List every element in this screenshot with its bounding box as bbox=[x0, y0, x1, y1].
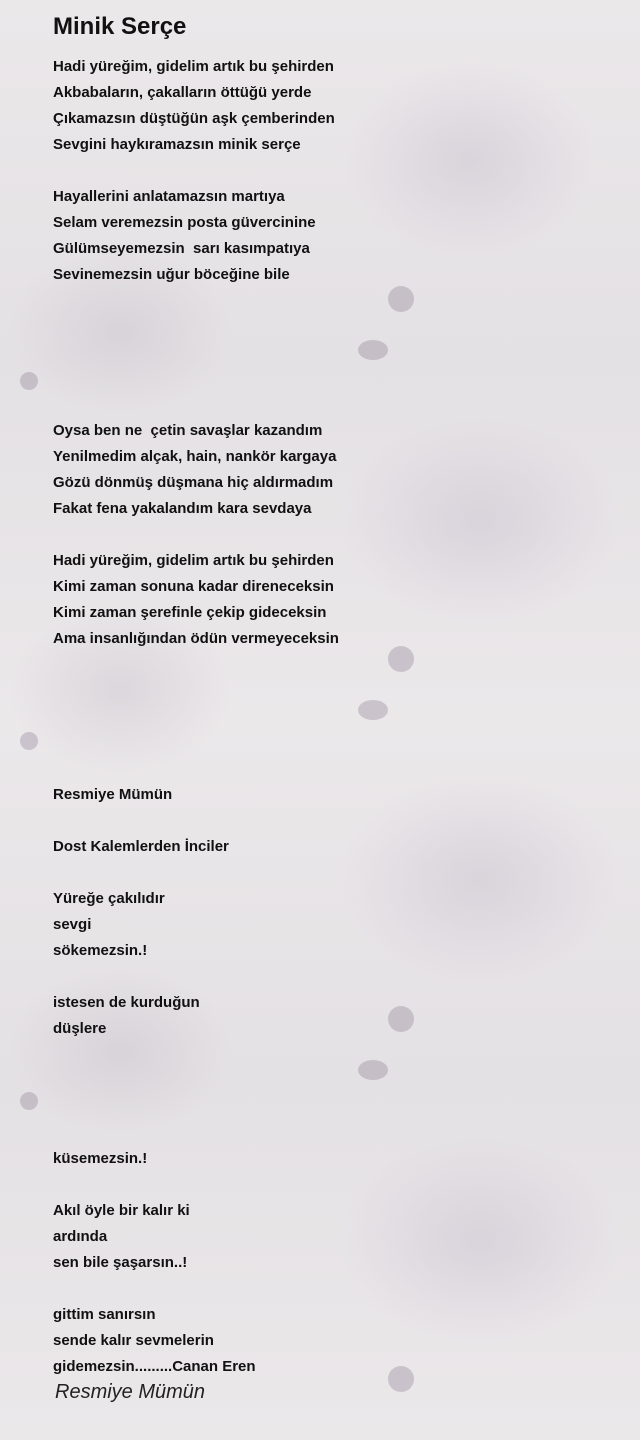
stanza-gap bbox=[53, 652, 613, 756]
stanza bbox=[53, 1302, 613, 1380]
stanza bbox=[53, 782, 613, 808]
poem-line: Fakat fena yakalandım kara sevdaya bbox=[53, 500, 312, 517]
stanza-gap bbox=[53, 860, 613, 886]
poem-line: Akıl öyle bir kalır ki bbox=[53, 1202, 190, 1219]
poem-line: sevgi bbox=[53, 916, 92, 933]
stanza bbox=[53, 548, 613, 652]
poem-author-signature: Resmiye Mümün bbox=[55, 1381, 206, 1403]
poem-line: Dost Kalemlerden İnciler bbox=[53, 838, 229, 855]
poem-line: istesen de kurduğun bbox=[53, 994, 200, 1011]
poem-line: Yüreğe çakılıdır bbox=[53, 890, 165, 907]
stanza-gap bbox=[53, 964, 613, 990]
stanza bbox=[53, 886, 613, 964]
poem-line: Kimi zaman şerefinle çekip gideceksin bbox=[53, 604, 327, 621]
poem-line: Ama insanlığından ödün vermeyeceksin bbox=[53, 630, 339, 647]
poem-line: küsemezsin.! bbox=[53, 1150, 148, 1167]
stanza-gap bbox=[53, 1276, 613, 1302]
stanza-gap bbox=[53, 1042, 613, 1146]
poem-line: Oysa ben ne çetin savaşlar kazandım bbox=[53, 422, 323, 439]
poem-line: Sevinemezsin uğur böceğine bile bbox=[53, 266, 290, 283]
poem-line: düşlere bbox=[53, 1020, 107, 1037]
poem-line: sende kalır sevmelerin bbox=[53, 1332, 214, 1349]
poem-line: gidemezsin.........Canan Eren bbox=[53, 1358, 256, 1375]
poem-page bbox=[53, 12, 613, 1380]
poem-title: Minik Serçe bbox=[53, 13, 187, 40]
background-ink-blot bbox=[20, 1092, 38, 1110]
poem-line: Kimi zaman sonuna kadar direneceksin bbox=[53, 578, 334, 595]
stanza-gap bbox=[53, 158, 613, 184]
poem-line: sen bile şaşarsın..! bbox=[53, 1254, 188, 1271]
poem-line: Gülümseyemezsin sarı kasımpatıya bbox=[53, 240, 310, 257]
stanza bbox=[53, 54, 613, 158]
poem-line: gittim sanırsın bbox=[53, 1306, 156, 1323]
stanza-gap bbox=[53, 756, 613, 782]
stanza bbox=[53, 1198, 613, 1276]
background-ink-blot bbox=[20, 372, 38, 390]
stanza bbox=[53, 990, 613, 1042]
poem-line: Selam veremezsin posta güvercinine bbox=[53, 214, 316, 231]
poem-line: Sevgini haykıramazsın minik serçe bbox=[53, 136, 301, 153]
poem-line: Yenilmedim alçak, hain, nankör kargaya bbox=[53, 448, 337, 465]
stanza-gap bbox=[53, 808, 613, 834]
poem-line: Hayallerini anlatamazsın martıya bbox=[53, 188, 285, 205]
poem-body bbox=[53, 54, 613, 1380]
poem-line: ardında bbox=[53, 1228, 108, 1245]
stanza-gap bbox=[53, 522, 613, 548]
poem-line: sökemezsin.! bbox=[53, 942, 148, 959]
stanza bbox=[53, 1146, 613, 1172]
stanza-gap bbox=[53, 288, 613, 392]
poem-line: Hadi yüreğim, gidelim artık bu şehirden bbox=[53, 58, 334, 75]
stanza bbox=[53, 834, 613, 860]
poem-line: Hadi yüreğim, gidelim artık bu şehirden bbox=[53, 552, 334, 569]
poem-line: Çıkamazsın düştüğün aşk çemberinden bbox=[53, 110, 335, 127]
poem-line: Akbabaların, çakalların öttüğü yerde bbox=[53, 84, 312, 101]
stanza bbox=[53, 184, 613, 288]
poem-line: Gözü dönmüş düşmana hiç aldırmadım bbox=[53, 474, 334, 491]
poem-line: Resmiye Mümün bbox=[53, 786, 173, 803]
background-ink-blot bbox=[20, 732, 38, 750]
stanza-gap bbox=[53, 1172, 613, 1198]
stanza-gap bbox=[53, 392, 613, 418]
stanza bbox=[53, 418, 613, 522]
